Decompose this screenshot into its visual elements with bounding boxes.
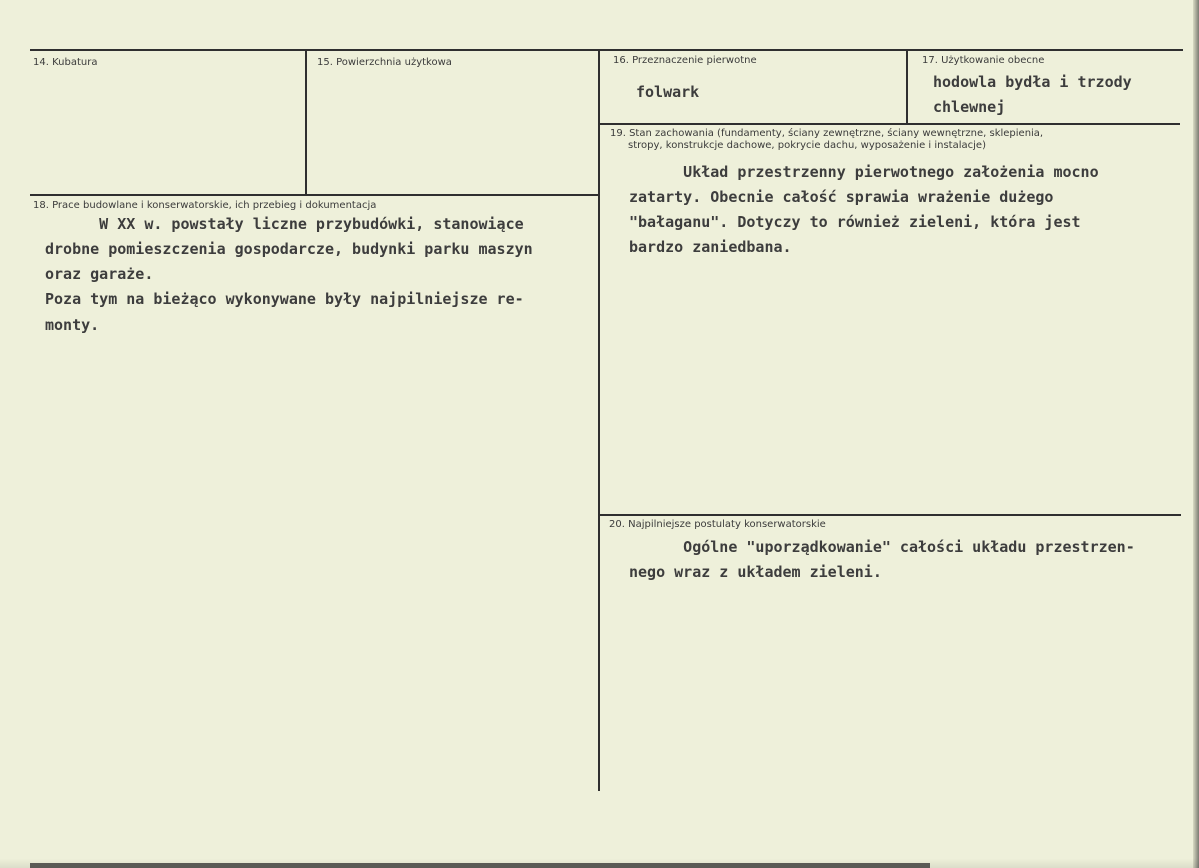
field-19-label-line1: 19. Stan zachowania (fundamenty, ściany zewnętrzne, ściany wewnętrzne, sklepienia, (610, 128, 1044, 139)
field-18-line: W XX w. powstały liczne przybudówki, stanowiące (45, 215, 524, 233)
field-18-line: drobne pomieszczenia gospodarcze, budynki parku maszyn (45, 240, 533, 258)
field-20-line: Ogólne "uporządkowanie" całości układu przestrzen- (629, 538, 1135, 556)
field-19-label-line2: stropy, konstrukcje dachowe, pokrycie dachu, wyposażenie i instalacje) (628, 140, 986, 151)
field-14-label: 14. Kubatura (33, 57, 98, 68)
field-16-value: folwark (636, 83, 700, 101)
top-border-line (30, 49, 1183, 51)
field-19-line: bardzo zaniedbana. (629, 238, 792, 256)
field-18-label: 18. Prace budowlane i konserwatorskie, ich przebieg i dokumentacja (33, 200, 377, 211)
field-17-value-line2: chlewnej (933, 98, 1006, 116)
divider-16-17 (906, 51, 908, 124)
divider-14-15 (305, 51, 307, 195)
center-divider (598, 51, 600, 791)
divider-above-20 (600, 514, 1181, 516)
scan-bottom-edge (30, 863, 930, 868)
field-17-value-line1: hodowla bydła i trzody (933, 73, 1132, 91)
field-18-line: monty. (45, 316, 100, 334)
field-20-label: 20. Najpilniejsze postulaty konserwatorskie (609, 519, 826, 530)
scan-right-edge (1193, 0, 1199, 868)
divider-under-16-17 (600, 123, 1180, 125)
field-18-line: oraz garaże. (45, 265, 154, 283)
field-19-line: zatarty. Obecnie całość sprawia wrażenie dużego (629, 188, 1054, 206)
field-18-line: Poza tym na bieżąco wykonywane były najpilniejsze re- (45, 290, 524, 308)
field-20-line: nego wraz z układem zieleni. (629, 563, 882, 581)
divider-above-18 (30, 194, 600, 196)
field-16-label: 16. Przeznaczenie pierwotne (613, 55, 757, 66)
field-17-label: 17. Użytkowanie obecne (922, 55, 1045, 66)
field-19-line: Układ przestrzenny pierwotnego założenia mocno (629, 163, 1099, 181)
field-15-label: 15. Powierzchnia użytkowa (317, 57, 452, 68)
field-19-line: "bałaganu". Dotyczy to również zieleni, która jest (629, 213, 1081, 231)
